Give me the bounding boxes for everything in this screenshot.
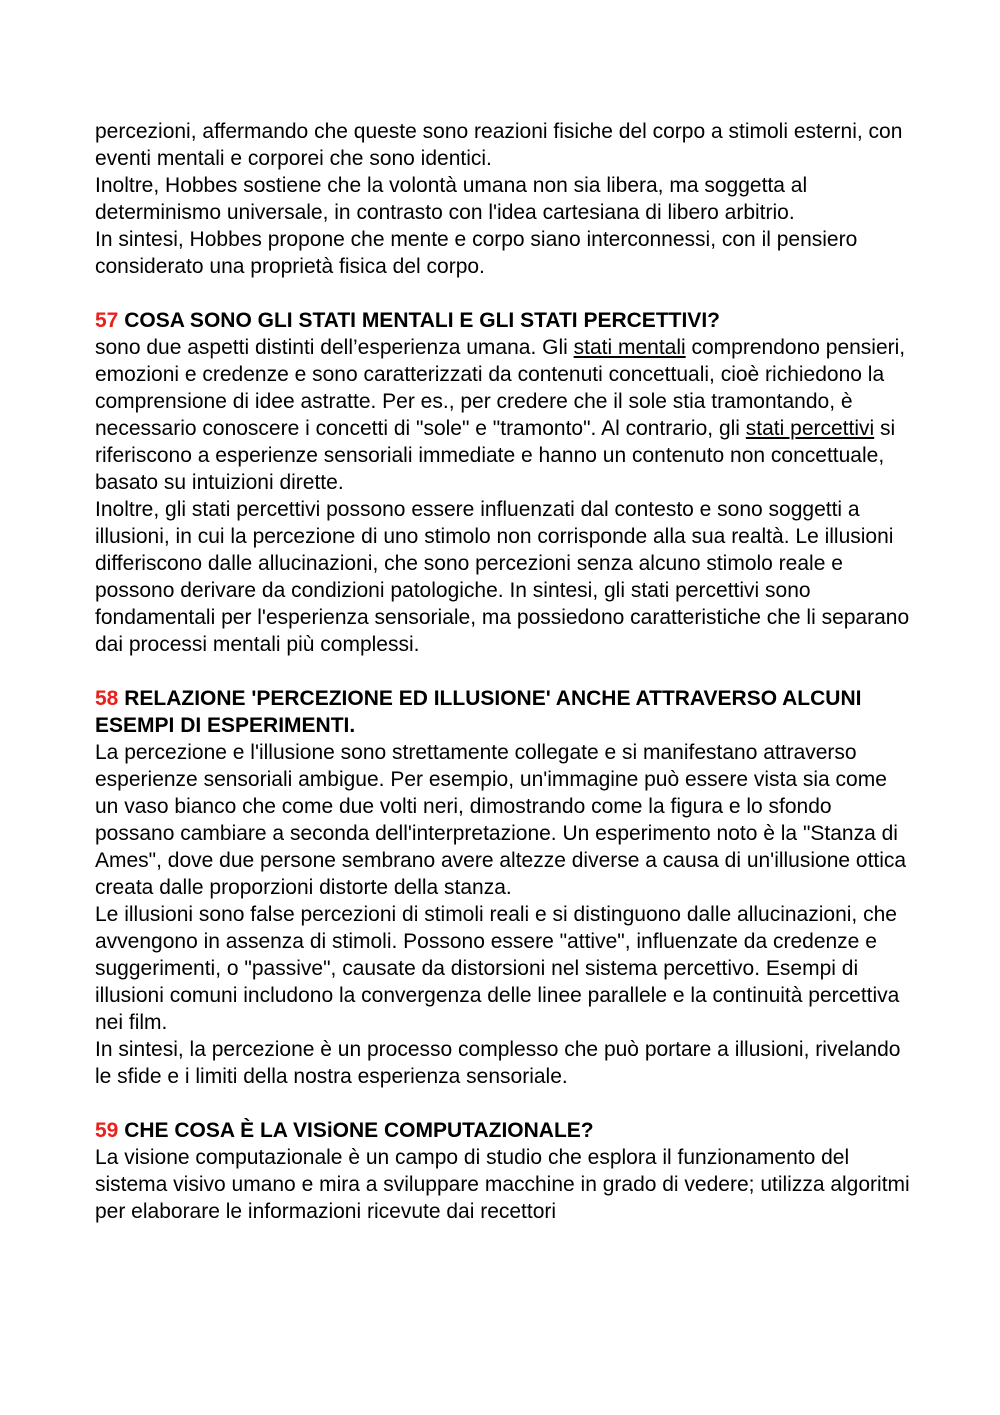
text-run: sono due aspetti distinti dell’esperienza umana. Gli [95,336,574,359]
section-spacer [95,1090,910,1117]
intro-paragraph: percezioni, affermando che queste sono reazioni fisiche del corpo a stimoli esterni, con eventi mentali e corporei che sono identici. [95,120,903,170]
section-57 [95,307,910,658]
section-title: CHE COSA È LA VISiONE COMPUTAZIONALE? [124,1119,594,1142]
section-heading [95,685,910,739]
section-paragraph: In sintesi, la percezione è un processo complesso che può portare a illusioni, rivelando le sfide e i limiti della nostra esperienza sensoriale. [95,1038,901,1088]
section-paragraph [95,334,910,496]
section-paragraph: Inoltre, gli stati percettivi possono essere influenzati dal contesto e sono soggetti a illusioni, in cui la percezione di uno stimolo non corrisponde alla sua realtà. Le illusioni differiscono dalle allucinazioni, che sono percezioni senza alcuno stimolo reale e possono derivare da condizioni patologiche. In sintesi, gli stati percettivi sono fondamentali per l'esperienza sensoriale, ma possiedono caratteristiche che li separano dai processi mentali più complessi. [95,498,910,656]
underlined-term: stati percettivi [745,417,875,440]
section-spacer [95,658,910,685]
intro-paragraph: In sintesi, Hobbes propone che mente e corpo siano interconnessi, con il pensiero considerato una proprietà fisica del corpo. [95,228,858,278]
section-paragraph: Le illusioni sono false percezioni di stimoli reali e si distinguono dalle allucinazioni, che avvengono in assenza di stimoli. Possono essere "attive", influenzate da credenze e suggerimenti, o "passive", causate da distorsioni nel sistema percettivo. Esempi di illusioni comuni includono la convergenza delle linee parallele e la continuità percettiva nei film. [95,903,900,1034]
intro-block [95,118,910,280]
text-run: comprendono pensieri, emozioni e credenze e sono caratterizzati da contenuti concettuali, cioè richiedono la comprensione di idee astratte. Per es., per credere che il sole stia tramontando, è necessario conoscere i concetti di "sole" e "tramonto". Al contrario, gli [95,336,906,440]
underlined-term: stati mentali [573,336,686,359]
section-number: 57 [95,309,119,332]
intro-paragraph: Inoltre, Hobbes sostiene che la volontà umana non sia libera, ma soggetta al determinismo universale, in contrasto con l'idea cartesiana di libero arbitrio. [95,174,808,224]
text-run: si riferiscono a esperienze sensoriali immediate e hanno un contenuto non concettuale, basato su intuizioni dirette. [95,417,896,494]
section-paragraph: La visione computazionale è un campo di studio che esplora il funzionamento del sistema visivo umano e mira a sviluppare macchine in grado di vedere; utilizza algoritmi per elaborare le informazioni ricevute dai recettori [95,1146,910,1223]
section-paragraph: La percezione e l'illusione sono strettamente collegate e si manifestano attraverso esperienze sensoriali ambigue. Per esempio, un'immagine può essere vista sia come un vaso bianco che come due volti neri, dimostrando come la figura e lo sfondo possano cambiare a seconda dell'interpretazione. Un esperimento noto è la "Stanza di Ames", dove due persone sembrano avere altezze diverse a causa di un'illusione ottica creata dalle proporzioni distorte della stanza. [95,741,907,899]
section-59 [95,1117,910,1225]
section-number: 59 [95,1119,119,1142]
section-number: 58 [95,687,119,710]
section-heading [95,307,910,334]
section-title: RELAZIONE 'PERCEZIONE ED ILLUSIONE' ANCHE ATTRAVERSO ALCUNI ESEMPI DI ESPERIMENTI. [95,687,862,737]
section-58 [95,685,910,1090]
section-heading [95,1117,910,1144]
section-spacer [95,280,910,307]
section-title: COSA SONO GLI STATI MENTALI E GLI STATI PERCETTIVI? [124,309,720,332]
